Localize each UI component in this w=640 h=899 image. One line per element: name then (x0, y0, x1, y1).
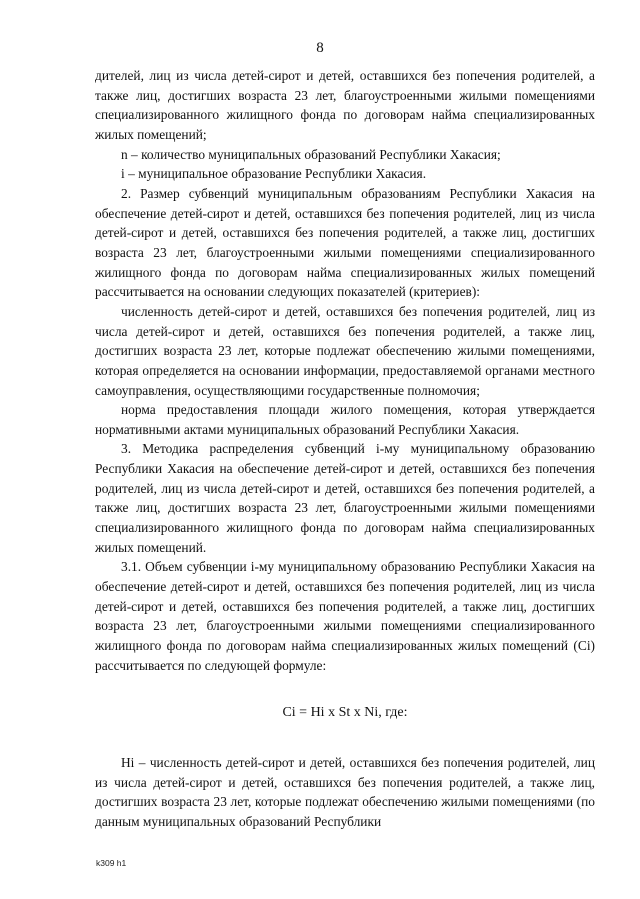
paragraph-section-3-1: 3.1. Объем субвенции i-му муниципальному образованию Республики Хакасия на обеспечение детей-сирот и детей, оставшихся без попечения родителей, лиц из числа детей-сирот и детей, оставшихся без попечения родителей, а также лиц, достигших возраста 23 лет, благоустроенными жилыми помещениями специализированного жилищного фонда по договорам найма специализированных жилых помещений (Ci) рассчитывается по следующей формуле: (95, 559, 595, 673)
paragraph-criterion-norm: норма предоставления площади жилого помещения, которая утверждается нормативными актами муниципальных образований Республики Хакасия. (95, 402, 595, 437)
page-number: 8 (316, 40, 324, 56)
paragraph-section-2: 2. Размер субвенций муниципальным образованиям Республики Хакасия на обеспечение детей-сирот и детей, оставшихся без попечения родителей, лиц из числа детей-сирот и детей, оставшихся без попечения родителей, а также лиц, достигших возраста 23 лет, благоустроенными жилыми помещениями специализированного жилищного фонда по договорам найма специализированных жилых помещений рассчитывается на основании следующих показателей (критериев): (95, 185, 595, 300)
paragraph-definition-hi: Hi – численность детей-сирот и детей, оставшихся без попечения родителей, лиц из числа детей-сирот и детей, оставшихся без попечения родителей, а также лиц, достигших возраста 23 лет, которые подлежат обеспечению жилыми помещениями (по данным муниципальных образований Республики (95, 755, 595, 829)
formula: Ci = Hi x St x Ni, где: (282, 705, 408, 721)
paragraph-continuation: дителей, лиц из числа детей-сирот и детей, оставшихся без попечения родителей, а также лиц, достигших возраста 23 лет, благоустроенными жилыми помещениями специализированного жилищного фонда по договорам найма специализированных жилых помещений; (95, 68, 595, 142)
paragraph-definition-n: n – количество муниципальных образований Республики Хакасия; (121, 146, 501, 162)
paragraph-criterion-count: численность детей-сирот и детей, оставшихся без попечения родителей, лиц из числа детей-сирот и детей, оставшихся без попечения родителей, а также лиц, достигших возраста 23 лет, которые подлежат обеспечению жилыми помещениями, которая определяется на основании информации, предоставляемой органами местного самоуправления, осуществляющими государственные полномочия; (95, 303, 595, 398)
paragraph-definition-i: i – муниципальное образование Республики Хакасия. (121, 166, 427, 182)
paragraph-section-3: 3. Методика распределения субвенций i-му муниципальному образованию Республики Хакасия на обеспечение детей-сирот и детей, оставшихся без попечения родителей, лиц из числа детей-сирот и детей, оставшихся без попечения родителей, а также лиц, достигших возраста 23 лет, благоустроенными жилыми помещениями специализированного жилищного фонда по договорам найма специализированных жилых помещений. (95, 441, 595, 555)
document-body (95, 66, 595, 832)
footer-code: k309 h1 (96, 858, 127, 868)
